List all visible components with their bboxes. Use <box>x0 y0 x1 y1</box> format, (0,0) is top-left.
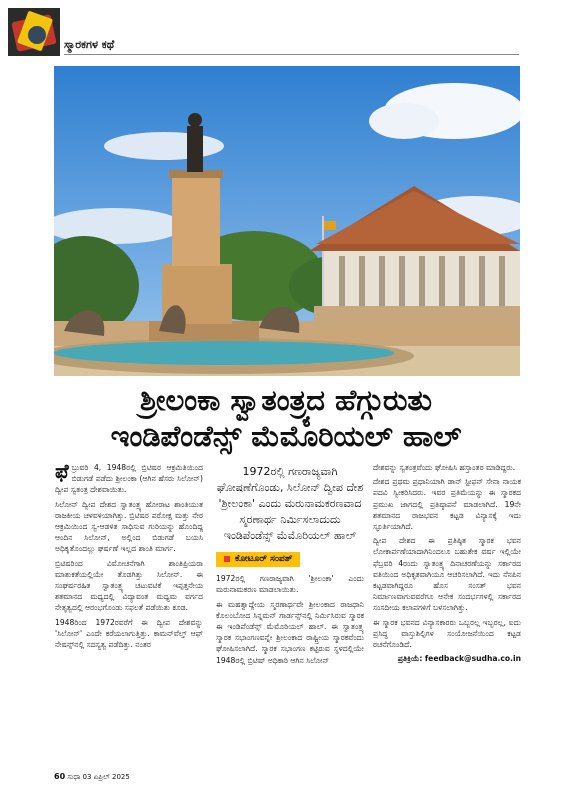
page-footer <box>54 772 130 782</box>
paragraph: ಸಿಲೋನ್ ದ್ವೀಪ ದೇಶದ ಸ್ವಾತಂತ್ರ್ಯ ಹೋರಾಟ ಶಾಂತಿಯುತ ರಾಜಕೀಯ ಚಳವಳಿಯಾಗಿತ್ತು. ಬ್ರಿಟಿಷರ ಪರೋಕ್ಷ ಮತ್ತು ನೇರ ಆಕ್ರಮಿಯಿಂದ ಸ್ವ-ಆಡಳಿತ ಸಾಧಿಸುವ ಗುರಿಯನ್ನು ಹೊಂದಿದ್ದ ಆಂದಿನ ಸಿಲೋನ್, ಅಲ್ಲಿಂದ ಬಿಡುಗಡೆ ಬಯಸಿ ಅಧಿಕೃತೊಂದಲ್ಲು ಘರ್ಷಣೆ ಇಲ್ಲದ ಶಾಂತಿ ಮಾರ್ಗ. <box>55 499 203 554</box>
section-divider <box>64 54 519 55</box>
dropcap: ಫೆ <box>55 459 69 483</box>
feedback-email[interactable]: feedback@sudha.co.in <box>424 654 521 664</box>
paragraph: ಈ ಮಹತ್ವಾದ್ದೇಯ ಸ್ಮರಣಾರ್ಥವೇ ಶ್ರೀಲಂಕಾದ ರಾಜಧಾನಿ ಕೊಲಂಬೋದ ಸಿನ್ನಮನ್ ಗಾರ್ಡನ್ಸ್‌ನಲ್ಲಿ ನಿರ್ಮಿಸಿರುವ ಸ್ಮಾರಕ ಈ ಇಂಡಿಪೆಂಡೆನ್ಸ್ ಮೆಮೊರಿಯಲ್ ಹಾಲ್. ಈ ಸ್ವಾತಂತ್ರ್ಯ ಸ್ಮಾರಕ ಸಭಾಂಗಣವನ್ನೇ ಶ್ರೀಲಂಕಾದ ರಾಷ್ಟ್ರೀಯ ಸ್ಮಾರಕವೆಂದು ಘೋಷಿಸಲಾಗಿದೆ. ಸ್ಮಾರಕ ಸಭಾಂಗಣ ಕಟ್ಟಿರುವ ಸ್ಥಳದಲ್ಲಿಯೇ 1948ರಲ್ಲಿ ಬ್ರಿಟಿಷ್ ಅಧಿಕಾರಿ ಆಗಿನ ಸಿಲೋನ್ <box>216 599 364 665</box>
issue-text: ಸುಧಾ 03 ಏಪ್ರಿಲ್ 2025 <box>67 773 130 781</box>
paragraph: ಫೆಬ್ರುವರಿ 4, 1948ರಲ್ಲಿ ಬ್ರಿಟಿಷರ ಆಕ್ರಮಿತಿಯಿಂದ ಬಿಡುಗಡೆ ಪಡೆದು ಶ್ರೀಲಂಕಾ (ಆಗಿನ ಹೆಸರು ಸಿಲೋನ್) ದ್ವೀಪ ಸ್ವತಂತ್ರ ದೇಶವಾಯಿತು. <box>55 459 203 495</box>
square-bullet-icon <box>224 556 230 562</box>
paragraph: 1972ರಲ್ಲಿ ಗಣರಾಜ್ಯವಾಗಿ 'ಶ್ರೀಲಂಕಾ' ಎಂದು ಮರುನಾಮಕರಣ ಮಾಡಲಾಯಿತು. <box>216 574 364 595</box>
headline-line-1: ಶ್ರೀಲಂಕಾ ಸ್ವಾತಂತ್ರ್ಯದ ಹೆಗ್ಗುರುತು <box>139 383 433 417</box>
paragraph: ದೇಶವನ್ನು ಸ್ವತಂತ್ರವೆಂದು ಘೋಷಿಸಿ ಹಸ್ತಾಂತರ ಮಾಡಿದ್ದರು. <box>373 463 516 472</box>
paragraph: 1948ರಿಂದ 1972ರವರೆಗೆ ಈ ದ್ವೀಪ ದೇಶವನ್ನು 'ಸಿಲೋನ್' ಎಂದೇ ಕರೆಯಲಾಗುತ್ತಿತ್ತು. ಕಾಮನ್‌ವೆಲ್ತ್ ಆಫ್ ನೇಷನ್ಸ್‌ನಲ್ಲಿ ಸದಸ್ಯತ್ವ ಪಡೆದಿತ್ತು. ನಂತರ <box>55 617 203 650</box>
column-2 <box>216 462 364 669</box>
section-logo-icon <box>8 8 60 56</box>
author-byline: ಕೋಟೂರ್ ಸಂಪತ್ <box>216 552 300 567</box>
pull-quote: 1972ರಲ್ಲಿ ಗಣರಾಜ್ಯವಾಗಿ ಘೋಷಣೆಗೊಂಡು, ಸಿಲೋನ್ ದ್ವೀಪ ದೇಶ 'ಶ್ರೀಲಂಕಾ' ಎಂದು ಮರುನಾಮಕರಣವಾದ ಸ್ಮರಣಾರ್ಥ ನಿರ್ಮಿಸಲಾದುದು ಇಂಡಿಪೆಂಡೆನ್ಸ್ ಮೆಮೊರಿಯಲ್ ಹಾಲ್ <box>216 465 364 542</box>
memorial-hall-photo <box>54 66 520 376</box>
feedback-label: ಪ್ರತಿಕ್ರಿಯೆ: <box>397 654 423 664</box>
section-label: ಸ್ಮಾರಕಗಳ ಕಥೆ <box>64 38 115 51</box>
column-1 <box>55 459 203 653</box>
paragraph: ಈ ಸ್ಮಾರಕ ಭವನದ ವಿನ್ಯಾಸಕಾರರು ಒಬ್ಬರಲ್ಲ ಇಬ್ಬರಲ್ಲ, ಐದು ಪ್ರಸಿದ್ಧ ವಾಸ್ತುಶಿಲ್ಪಿಗಳ ಸಂಯೋಜನೆಯಿಂದ ಕಟ್ಟಡ ರಚನೆಗೊಂಡಿದೆ. <box>373 617 521 650</box>
page-number: 60 <box>54 772 66 781</box>
paragraph: ದ್ವೀಪ ದೇಶದ ಈ ಪ್ರತಿಷ್ಠಿತ ಸ್ಮಾರಕ ಭವನ ಲೋಕಾರ್ಪಣೆಯಾದಾಗಿನಿಂದಲೂ ಬಹುತೇಕ ವರ್ಷ ಇಲ್ಲಿಯೇ ಫೆಬ್ರವರಿ 4ರಂದು ಸ್ವಾತಂತ್ರ್ಯ ದಿನಾಚರಣೆಯನ್ನು ಸರ್ಕಾರದ ವತಿಯಿಂದ ಅಧಿಕೃತವಾಗಿಯೂ ಆಚರಿಸಲಾಗಿದೆ. ಇದು ನೆನಪಿನ ಕಟ್ಟಡವಾಗಿದ್ದರೂ ಹೊಸ ಸಂಸತ್ ಭವನ ನಿರ್ಮಾಣವಾಗುವವರೆಗೂ ಆನೇಕ ಸಂದರ್ಭಗಳಲ್ಲಿ ಸರ್ಕಾರದ ಸಂಸದೀಯ ಕಲಾಪಗಳಿಗೆ ಬಳಸಲಾಗಿತ್ತು. <box>373 536 521 613</box>
paragraph: ಬ್ರಿಟಿಷರಿಂದ ವಿಮೋಚನೆಗಾಗಿ ಶಾಂತಿಪ್ರಿಯರಾ ಮಾತುಕತೆಯಲ್ಲಿಯೇ ತೊಡಗಿತ್ತು ಸಿಲೋನ್. ಈ ಸಂಘರ್ಷರಹಿತ ಸ್ವಾತಂತ್ರ್ಯ ಚಟುವಟಿಕೆ ಇಪ್ಪತ್ತನೇಯ ಶತಮಾನದ ಮಧ್ಯದಲ್ಲಿ ವಿದ್ಯಾವಂತ ಮಧ್ಯಮ ವರ್ಗದ ನೇತೃತ್ವದಲ್ಲಿ ಆರಂಭಗೊಂಡು ಸಫಲತೆ ಪಡೆಯಿತು ಕೂಡ. <box>55 558 203 613</box>
column-3 <box>373 462 521 664</box>
paragraph: ದೇಶದ ಪ್ರಥಮ ಪ್ರಧಾನಿಯಾಗಿ ಡಾನ್ ಸ್ಟೀಫನ್ ಸೇನಾ ನಾಯಕ ಪದವಿ ಸ್ವೀಕರಿಸಿದರು. ಇವರ ಪ್ರತಿಮೆಯನ್ನು ಈ ಸ್ಮಾರಕದ ಪ್ರಮುಖ ಜಾಗದಲ್ಲಿ ಪ್ರತಿಷ್ಠಾಪನೆ ಮಾಡಲಾಗಿದೆ. 19ನೇ ಶತಮಾನದ ರಾಜಭವನ ಕಟ್ಟಡ ವಿನ್ಯಾಸಕ್ಕೆ ಇದು ಸ್ಫೂರ್ತಿಯಾಗಿದೆ. <box>373 477 521 532</box>
feedback-line <box>373 653 521 664</box>
headline-line-2: ಇಂಡಿಪೆಂಡೆನ್ಸ್ ಮೆಮೊರಿಯಲ್ ಹಾಲ್ <box>110 419 462 453</box>
